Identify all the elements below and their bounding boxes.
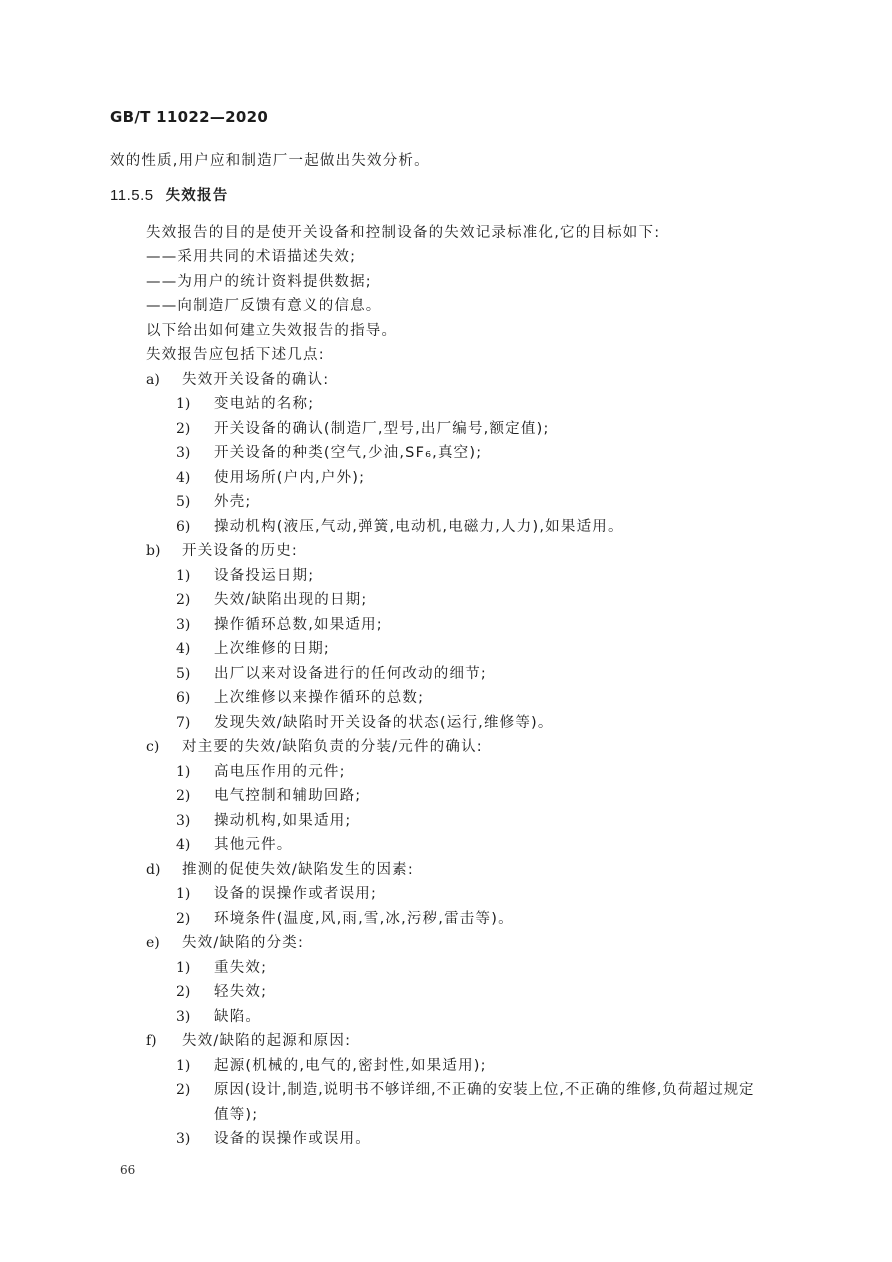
- section-number: 11.5.5: [110, 187, 154, 204]
- objective-item: ——为用户的统计资料提供数据;: [146, 274, 372, 290]
- section-heading: [110, 184, 228, 205]
- sub-item: 3) 开关设备的种类(空气,少油,SF₆,真空);: [176, 445, 483, 461]
- list-item-c: c) 对主要的失效/缺陷负责的分装/元件的确认:: [146, 739, 483, 755]
- list-item-e: e) 失效/缺陷的分类:: [146, 935, 305, 951]
- page-number: 66: [120, 1163, 136, 1177]
- sub-item: 6) 操动机构(液压,气动,弹簧,电动机,电磁力,人力),如果适用。: [176, 519, 624, 535]
- list-item-a: a) 失效开关设备的确认:: [146, 372, 330, 388]
- sub-item: 3) 设备的误操作或误用。: [176, 1131, 371, 1147]
- purpose-paragraph: 失效报告的目的是使开关设备和控制设备的失效记录标准化,它的目标如下:: [146, 225, 661, 241]
- sub-item: 5) 出厂以来对设备进行的任何改动的细节;: [176, 666, 487, 682]
- list-item-d: d) 推测的促使失效/缺陷发生的因素:: [146, 862, 414, 878]
- sub-item: 3) 操动机构,如果适用;: [176, 813, 352, 829]
- intro-line: 效的性质,用户应和制造厂一起做出失效分析。: [110, 153, 430, 169]
- objective-item: ——采用共同的术语描述失效;: [146, 249, 357, 265]
- sub-item: 3) 缺陷。: [176, 1009, 262, 1025]
- sub-item: 6) 上次维修以来操作循环的总数;: [176, 690, 425, 706]
- sub-item: 1) 设备投运日期;: [176, 568, 315, 584]
- sub-item: 2) 电气控制和辅助回路;: [176, 788, 362, 804]
- list-item-b: b) 开关设备的历史:: [146, 543, 298, 559]
- sub-item: 4) 其他元件。: [176, 837, 293, 853]
- sub-item: 5) 外壳;: [176, 494, 252, 510]
- objective-item: ——向制造厂反馈有意义的信息。: [146, 298, 382, 314]
- sub-item: 1) 重失效;: [176, 960, 268, 976]
- section-title: 失效报告: [165, 188, 229, 204]
- sub-item: 2) 原因(设计,制造,说明书不够详细,不正确的安装上位,不正确的维修,负荷超过规定: [176, 1082, 755, 1098]
- sub-item: 3) 操作循环总数,如果适用;: [176, 617, 383, 633]
- sub-item: 4) 使用场所(户内,户外);: [176, 470, 366, 486]
- sub-item: 4) 上次维修的日期;: [176, 641, 330, 657]
- standard-number: GB/T 11022—2020: [110, 108, 269, 126]
- list-item-f: f) 失效/缺陷的起源和原因:: [146, 1033, 352, 1049]
- sub-item: 2) 环境条件(温度,风,雨,雪,冰,污秽,雷击等)。: [176, 911, 514, 927]
- sub-item: 1) 变电站的名称;: [176, 396, 315, 412]
- sub-item: 2) 开关设备的确认(制造厂,型号,出厂编号,额定值);: [176, 421, 550, 437]
- sub-item: 1) 起源(机械的,电气的,密封性,如果适用);: [176, 1058, 487, 1074]
- sub-item: 1) 高电压作用的元件;: [176, 764, 346, 780]
- sub-item: 1) 设备的误操作或者误用;: [176, 886, 378, 902]
- sub-item: 7) 发现失效/缺陷时开关设备的状态(运行,维修等)。: [176, 715, 554, 731]
- contents-paragraph: 失效报告应包括下述几点:: [146, 347, 325, 363]
- sub-item: 2) 轻失效;: [176, 984, 268, 1000]
- guidance-paragraph: 以下给出如何建立失效报告的指导。: [146, 323, 398, 339]
- sub-item-continuation: 值等);: [214, 1107, 259, 1123]
- sub-item: 2) 失效/缺陷出现的日期;: [176, 592, 368, 608]
